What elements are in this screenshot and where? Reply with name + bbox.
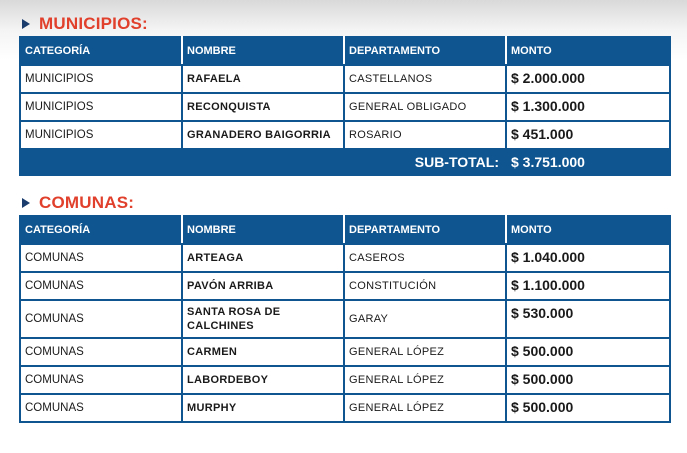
header-departamento: DEPARTAMENTO — [344, 216, 506, 244]
table-row — [20, 272, 670, 300]
cell-monto: $ 500.000 — [506, 338, 670, 366]
cell-nombre: LABORDEBOY — [182, 366, 344, 394]
cell-categoria: COMUNAS — [20, 244, 182, 272]
triangle-bullet-icon — [22, 198, 30, 208]
municipios-table — [19, 36, 671, 176]
table-row — [20, 93, 670, 121]
table-row — [20, 300, 670, 338]
municipios-title-text: MUNICIPIOS: — [39, 14, 148, 33]
cell-nombre: GRANADERO BAIGORRIA — [182, 121, 344, 149]
header-nombre: NOMBRE — [182, 216, 344, 244]
cell-monto: $ 451.000 — [506, 121, 670, 149]
cell-monto: $ 1.040.000 — [506, 244, 670, 272]
cell-monto: $ 530.000 — [506, 300, 670, 338]
cell-monto: $ 1.300.000 — [506, 93, 670, 121]
cell-categoria: COMUNAS — [20, 300, 182, 338]
subtotal-row — [20, 149, 670, 175]
header-departamento: DEPARTAMENTO — [344, 37, 506, 65]
cell-departamento: GENERAL LÓPEZ — [344, 366, 506, 394]
cell-departamento: GENERAL OBLIGADO — [344, 93, 506, 121]
comunas-table — [19, 215, 671, 423]
cell-departamento: GENERAL LÓPEZ — [344, 338, 506, 366]
cell-nombre: MURPHY — [182, 394, 344, 422]
cell-monto: $ 500.000 — [506, 394, 670, 422]
header-monto: MONTO — [506, 37, 670, 65]
cell-departamento: GENERAL LÓPEZ — [344, 394, 506, 422]
cell-categoria: COMUNAS — [20, 366, 182, 394]
cell-nombre: PAVÓN ARRIBA — [182, 272, 344, 300]
cell-departamento: CASEROS — [344, 244, 506, 272]
cell-monto: $ 2.000.000 — [506, 65, 670, 93]
header-categoria: CATEGORÍA — [20, 37, 182, 65]
municipios-title — [22, 14, 148, 34]
table-row — [20, 338, 670, 366]
table-header-row — [20, 37, 670, 65]
cell-departamento: ROSARIO — [344, 121, 506, 149]
table-row — [20, 394, 670, 422]
cell-categoria: COMUNAS — [20, 338, 182, 366]
subtotal-value: $ 3.751.000 — [506, 149, 670, 175]
table-row — [20, 121, 670, 149]
cell-categoria: MUNICIPIOS — [20, 93, 182, 121]
table-row — [20, 65, 670, 93]
cell-departamento: GARAY — [344, 300, 506, 338]
cell-monto: $ 500.000 — [506, 366, 670, 394]
cell-categoria: COMUNAS — [20, 394, 182, 422]
cell-categoria: COMUNAS — [20, 272, 182, 300]
comunas-title-text: COMUNAS: — [39, 193, 135, 212]
cell-nombre: ARTEAGA — [182, 244, 344, 272]
cell-nombre: SANTA ROSA DE CALCHINES — [182, 300, 344, 338]
triangle-bullet-icon — [22, 19, 30, 29]
comunas-title — [22, 193, 134, 213]
cell-monto: $ 1.100.000 — [506, 272, 670, 300]
cell-nombre: RAFAELA — [182, 65, 344, 93]
subtotal-label: SUB-TOTAL: — [20, 149, 506, 175]
cell-departamento: CASTELLANOS — [344, 65, 506, 93]
cell-departamento: CONSTITUCIÓN — [344, 272, 506, 300]
header-nombre: NOMBRE — [182, 37, 344, 65]
table-row — [20, 366, 670, 394]
cell-categoria: MUNICIPIOS — [20, 65, 182, 93]
cell-nombre: CARMEN — [182, 338, 344, 366]
table-header-row — [20, 216, 670, 244]
header-categoria: CATEGORÍA — [20, 216, 182, 244]
table-row — [20, 244, 670, 272]
cell-nombre: RECONQUISTA — [182, 93, 344, 121]
header-monto: MONTO — [506, 216, 670, 244]
cell-categoria: MUNICIPIOS — [20, 121, 182, 149]
